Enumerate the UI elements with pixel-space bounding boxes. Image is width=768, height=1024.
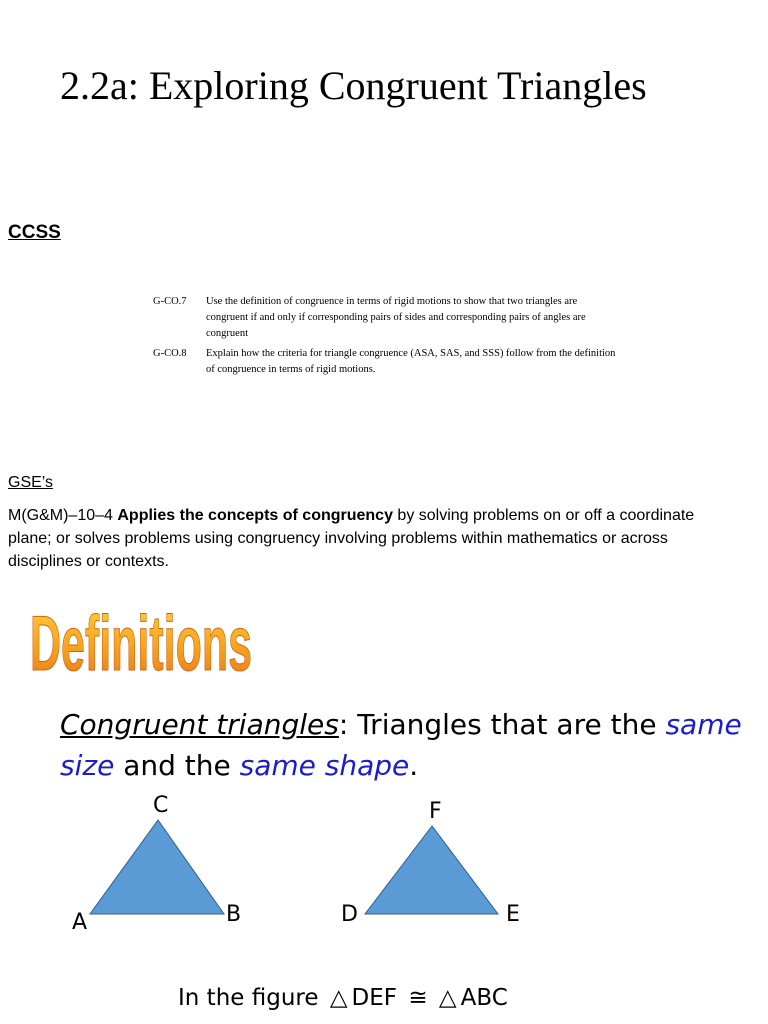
standard-row-2 xyxy=(0,346,768,380)
vertex-label-b: B xyxy=(226,902,242,927)
statement-prefix: In the figure xyxy=(178,985,319,1011)
vertex-label-d: D xyxy=(341,902,358,927)
triangles-figure xyxy=(0,790,768,950)
vertex-label-a: A xyxy=(72,910,88,935)
gse-bold-phrase: Applies the concepts of congruency xyxy=(117,507,393,524)
gse-code: M(G&M)–10–4 xyxy=(8,507,113,524)
triangle-abc xyxy=(90,820,224,914)
highlight-same-size: same size xyxy=(60,708,742,782)
definitions-wordart xyxy=(28,590,258,687)
triangle-def xyxy=(365,826,498,914)
vertex-label-e: E xyxy=(506,902,520,927)
triangle-symbol: △ xyxy=(438,985,457,1011)
defined-term: Congruent triangles xyxy=(60,708,339,741)
congruence-statement xyxy=(178,985,512,1011)
standard-code: G-CO.8 xyxy=(153,348,187,359)
definition-period: . xyxy=(409,749,419,782)
standard-text: Use the definition of congruence in terms of rigid motions to show that two triangles are congruent if and only if corresponding pairs of sides and corresponding pairs of angles are congruent xyxy=(206,296,586,339)
gse-paragraph xyxy=(8,504,728,573)
vertex-label-c: C xyxy=(153,793,169,818)
triangle-name-abc: ABC xyxy=(460,985,508,1011)
definitions-heading: Definitions xyxy=(30,599,253,687)
congruent-symbol: ≅ xyxy=(408,985,428,1011)
definition-text: : Triangles that are the xyxy=(338,708,666,741)
ccss-heading: CCSS xyxy=(8,222,61,243)
highlight-same-shape: same shape xyxy=(239,749,410,782)
gses-heading: GSE’s xyxy=(8,474,54,491)
triangle-name-def: DEF xyxy=(351,985,397,1011)
vertex-label-f: F xyxy=(429,799,442,824)
standard-text: Explain how the criteria for triangle congruence (ASA, SAS, and SSS) follow from the definition of congruence in terms of rigid motions. xyxy=(206,348,616,375)
congruent-definition xyxy=(60,704,760,786)
page-title: 2.2a: Exploring Congruent Triangles xyxy=(60,63,647,108)
definition-text: and the xyxy=(114,749,240,782)
standard-row-1 xyxy=(0,294,768,344)
standard-code: G-CO.7 xyxy=(153,296,187,307)
gse-rest-text: by solving problems on or off a coordinate plane; or solves problems using congruency involving problems within mathematics or across disciplines or contexts. xyxy=(8,507,695,570)
triangle-symbol: △ xyxy=(329,985,348,1011)
